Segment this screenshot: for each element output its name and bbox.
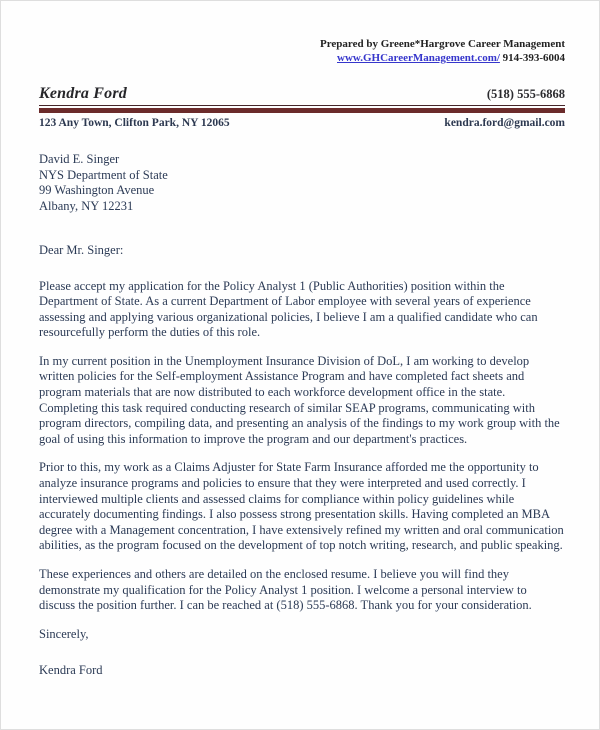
letterhead-thick-rule bbox=[39, 108, 565, 113]
sender-email: kendra.ford@gmail.com bbox=[444, 117, 565, 129]
sender-name: Kendra Ford bbox=[39, 85, 127, 102]
recipient-street: 99 Washington Avenue bbox=[39, 183, 155, 197]
body-paragraph-4: These experiences and others are detailed on the enclosed resume. I believe you will find they demonstrate my qualification for the Policy Analyst 1 position. I welcome a personal interview to discuss the position further. I can be reached at (518) 555-6868. Thank you for your consideration. bbox=[39, 567, 532, 613]
salutation: Dear Mr. Singer: bbox=[39, 243, 124, 257]
body-paragraph-1: Please accept my application for the Policy Analyst 1 (Public Authorities) position within the Department of State. As a current Department of Labor employee with several years of experience assessing and applying various organizational policies, I believe I am a qualified candidate who can resourcefully perform the duties of this role. bbox=[39, 278, 538, 340]
valediction: Sincerely, bbox=[39, 626, 89, 641]
sender-phone: (518) 555-6868 bbox=[486, 87, 565, 101]
signature-name: Kendra Ford bbox=[39, 663, 103, 678]
letterhead-thin-rule bbox=[39, 105, 565, 106]
prepared-by-phone: 914-393-6004 bbox=[502, 52, 565, 64]
recipient-organization: NYS Department of State bbox=[39, 167, 168, 182]
letterhead bbox=[39, 85, 565, 129]
letterhead-bottom-row bbox=[39, 117, 565, 129]
prepared-by-line: Prepared by Greene*Hargrove Career Management bbox=[320, 38, 565, 50]
recipient-name: David E. Singer bbox=[39, 152, 120, 166]
career-management-link[interactable]: www.GHCareerManagement.com/ bbox=[337, 52, 500, 64]
letterhead-top-row bbox=[39, 85, 565, 103]
recipient-address-block bbox=[39, 152, 565, 214]
sender-address: 123 Any Town, Clifton Park, NY 12065 bbox=[39, 117, 230, 129]
body-paragraph-3: Prior to this, my work as a Claims Adjuster for State Farm Insurance afforded me the opportunity to analyze insurance programs and policies to ensure that they were interpreted and used correctly. I interviewed multiple clients and assessed claims for compliance within policy guidelines while accurately documenting findings. I also possess strong presentation skills. Having completed an MBA degree with a Management concentration, I have extensively refined my written and oral communication abilities, as the program focused on the development of top notch writing, research, and public speaking. bbox=[39, 460, 564, 553]
body-paragraph-2: In my current position in the Unemployment Insurance Division of DoL, I am working to develop written policies for the Self-employment Assistance Program and have completed fact sheets and program materials that are now distributed to each workforce development office in the state. Completing this task required conducting research of similar SEAP programs, communicating with program directors, compiling data, and presenting an analysis of the findings to my work group with the goal of using this information to improve the program and our department's practices. bbox=[39, 353, 560, 446]
prepared-by-block bbox=[39, 37, 565, 65]
prepared-by-contact-line bbox=[39, 51, 565, 65]
recipient-city-state-zip: Albany, NY 12231 bbox=[39, 198, 134, 213]
